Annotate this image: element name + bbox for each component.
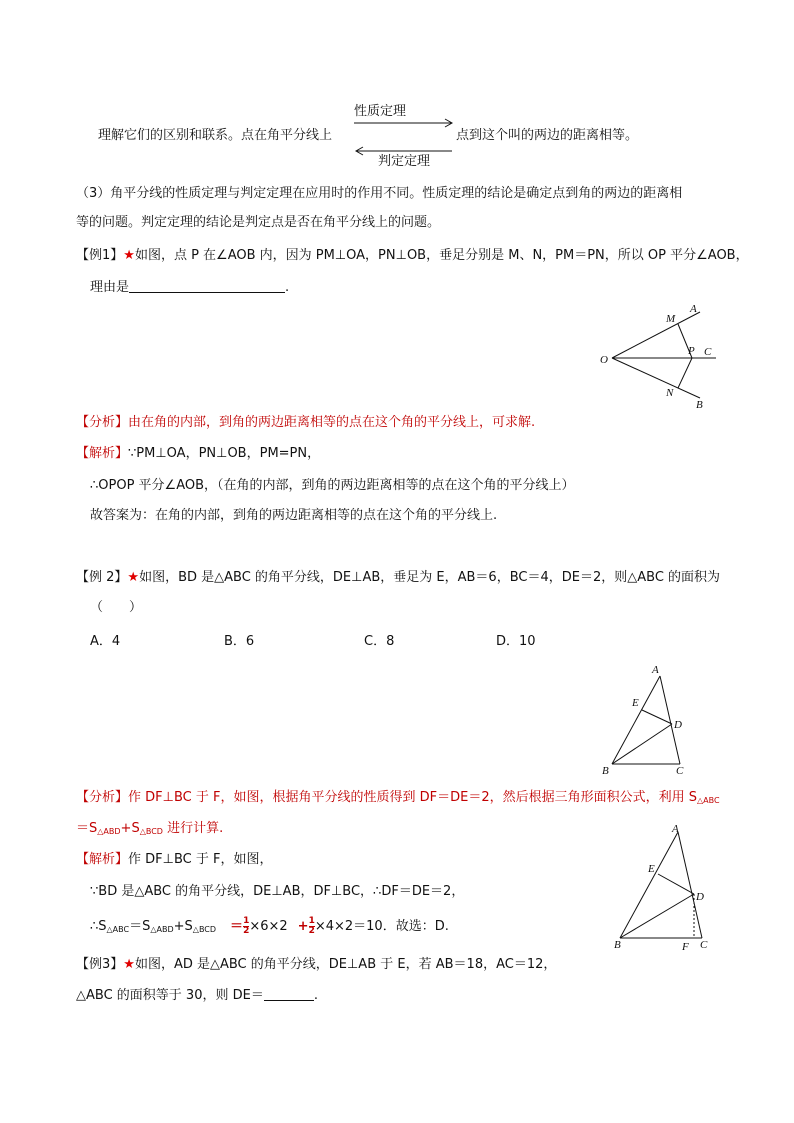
example2-solution-line3 xyxy=(90,917,449,938)
analysis-sub1: △ABC xyxy=(696,796,720,805)
example2-analysis xyxy=(76,790,720,809)
label-a: A xyxy=(672,823,679,835)
example3-text: 如图，AD 是△ABC 的角平分线，DE⊥AB 于 E，若 AB＝18，AC＝12， xyxy=(134,957,557,972)
label-f: F xyxy=(682,941,689,953)
example3-text2: △ABC 的面积等于 30，则 DE＝ xyxy=(76,988,264,1003)
example3-question xyxy=(76,957,556,973)
label-b: B xyxy=(696,399,703,411)
analysis-sub3: △BCD xyxy=(139,827,163,836)
solution-tag: 【解析】 xyxy=(76,852,129,867)
option-c: C．8 xyxy=(364,634,395,649)
label-m: M xyxy=(666,313,676,325)
figure-triangle-2 xyxy=(608,820,720,956)
example1-text: 如图，点 P 在∠AOB 内，因为 PM⊥OA，PN⊥OB，垂足分别是 M、N，PM＝PN，所以 OP 平分∠AOB， xyxy=(134,248,749,263)
figure-triangle-1 xyxy=(596,660,696,780)
analysis-sub2: △ABD xyxy=(97,827,121,836)
sol-sub3: △BCD xyxy=(192,925,217,934)
sol-end: ＝10．故选：D. xyxy=(353,919,449,934)
analysis-line2-pre: ＝S xyxy=(76,821,98,836)
sol-term2: ×4×2 xyxy=(314,919,354,934)
label-e: E xyxy=(648,863,655,875)
star-icon: ★ xyxy=(127,570,140,585)
analysis-line2-post: 进行计算. xyxy=(162,821,224,836)
example1-period: . xyxy=(285,280,290,295)
sol-term1: ×6×2 xyxy=(249,919,288,934)
frac-num: 1 xyxy=(308,916,315,926)
label-e: E xyxy=(632,697,639,709)
label-b: B xyxy=(602,765,609,777)
star-icon: ★ xyxy=(123,957,135,972)
example3-tag: 【例3】 xyxy=(76,957,124,972)
example3-period: . xyxy=(313,988,318,1003)
para3-line2: 等的问题。判定定理的结论是判定点是否在角平分线上的问题。 xyxy=(76,215,441,230)
option-b: B．6 xyxy=(224,634,255,649)
example2-tag: 【例 2】 xyxy=(76,570,128,585)
analysis-tag: 【分析】 xyxy=(76,415,129,430)
para3-line1: （3）角平分线的性质定理与判定定理在应用时的作用不同。性质定理的结论是确定点到角的两边的距离相 xyxy=(76,186,683,201)
example1-reason-line xyxy=(90,280,289,296)
frac-den: 2 xyxy=(308,926,315,936)
label-p: P xyxy=(688,345,695,357)
label-o: O xyxy=(600,354,608,366)
sol-sub2: △ABD xyxy=(150,925,174,934)
sol-sub1: △ABC xyxy=(106,925,130,934)
answer-blank xyxy=(129,280,285,293)
intro-line1-right: 点到这个叫的两边的距离相等。 xyxy=(456,128,639,143)
example2-question xyxy=(76,570,720,586)
label-a: A xyxy=(690,303,697,315)
example2-solution-line2: ∵BD 是△ABC 的角平分线，DE⊥AB，DF⊥BC，∴DF＝DE＝2， xyxy=(90,884,465,899)
frac-num: 1 xyxy=(243,916,250,926)
star-icon: ★ xyxy=(123,248,135,263)
arrow-top-label: 性质定理 xyxy=(354,104,407,119)
frac-den: 2 xyxy=(243,926,250,936)
example1-solution-line2: ∴OPOP 平分∠AOB，（在角的内部，到角的两边距离相等的点在这个角的平分线上） xyxy=(90,478,575,493)
figure-angle-bisector xyxy=(592,300,722,412)
arrow-bottom-label: 判定定理 xyxy=(378,154,431,169)
example2-text: 如图，BD 是△ABC 的角平分线，DE⊥AB，垂足为 E，AB＝6，BC＝4，DE＝2，则△ABC 的面积为 xyxy=(139,570,721,585)
option-a: A．4 xyxy=(90,634,121,649)
example1-reason-label: 理由是 xyxy=(90,280,130,295)
label-a: A xyxy=(652,664,659,676)
analysis-line1: 作 DF⊥BC 于 F，如图，根据角平分线的性质得到 DF＝DE＝2，然后根据三角形面积公式，利用 S xyxy=(128,790,697,805)
example2-analysis-line2 xyxy=(76,821,223,840)
intro-line1-left: 理解它们的区别和联系。点在角平分线上 xyxy=(98,128,333,143)
sol-s1: ∴S xyxy=(90,919,107,934)
option-d: D．10 xyxy=(496,634,536,649)
analysis-plus: +S xyxy=(120,821,140,836)
solution-line1: 作 DF⊥BC 于 F，如图， xyxy=(128,852,273,867)
example1-tag: 【例1】 xyxy=(76,248,124,263)
example2-paren: （ ） xyxy=(90,600,143,615)
sol-eq: ＝ xyxy=(230,919,244,934)
solution-tag: 【解析】 xyxy=(76,446,129,461)
example1-question xyxy=(76,248,749,264)
example1-solution xyxy=(76,446,320,462)
analysis-text: 由在角的内部，到角的两边距离相等的点在这个角的平分线上，可求解. xyxy=(128,415,536,430)
example2-solution xyxy=(76,852,272,868)
solution-line1: ∵PM⊥OA，PN⊥OB，PM=PN， xyxy=(128,446,321,461)
sol-s3: +S xyxy=(173,919,193,934)
label-c: C xyxy=(700,939,708,951)
analysis-tag: 【分析】 xyxy=(76,790,129,805)
label-c: C xyxy=(676,765,684,777)
example1-solution-line3: 故答案为：在角的内部，到角的两边距离相等的点在这个角的平分线上. xyxy=(90,508,498,523)
label-b: B xyxy=(614,939,621,951)
label-d: D xyxy=(696,891,704,903)
example3-line2 xyxy=(76,988,318,1004)
label-c: C xyxy=(704,346,712,358)
right-arrow-icon xyxy=(352,118,456,128)
sol-s2: ＝S xyxy=(129,919,151,934)
example1-analysis xyxy=(76,415,535,431)
label-n: N xyxy=(666,387,674,399)
label-d: D xyxy=(674,719,682,731)
sol-plus: + xyxy=(297,919,309,934)
answer-blank xyxy=(264,988,314,1001)
